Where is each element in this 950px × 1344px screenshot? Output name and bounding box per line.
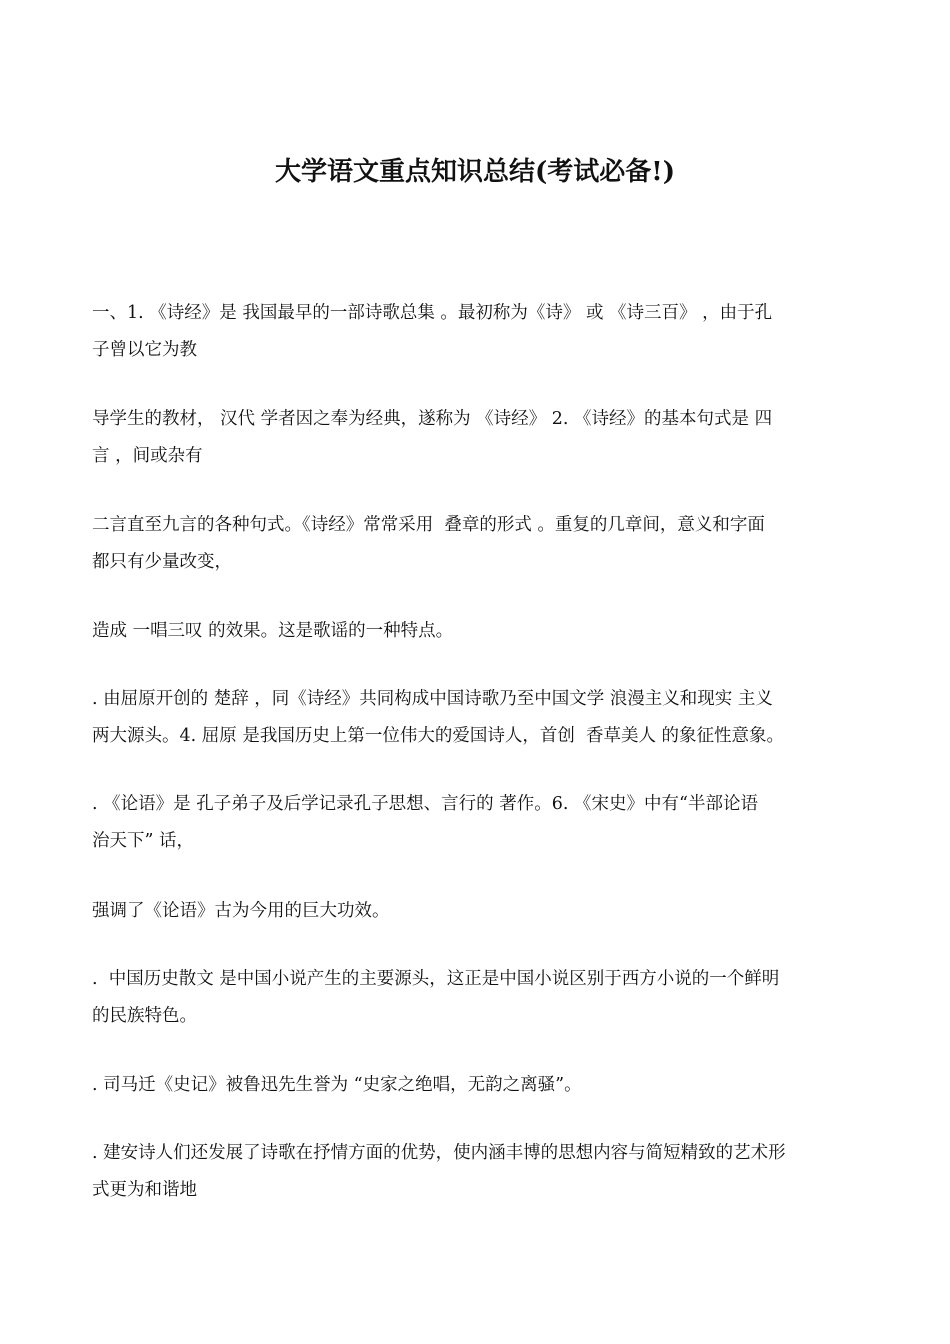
paragraph-line: . 《论语》是 孔子弟子及后学记录孔子思想、言行的 著作。6. 《宋史》中有“半部论语 <box>92 794 758 814</box>
paragraph-line: 一、1. 《诗经》是 我国最早的一部诗歌总集 。最初称为《诗》 或 《诗三百》 ，由于孔 <box>92 303 773 323</box>
paragraph-1 <box>92 295 862 369</box>
paragraph-line: . 司马迁《史记》被鲁迅先生誉为 “史家之绝唱，无韵之离骚”。 <box>92 1075 582 1095</box>
paragraph-3 <box>92 507 862 581</box>
paragraph-line: 治天下” 话， <box>92 831 195 851</box>
paragraph-line: 二言直至九言的各种句式。《诗经》常常采用 叠章的形式 。重复的几章间，意义和字面 <box>92 515 765 535</box>
paragraph-line: 的民族特色。 <box>92 1006 197 1026</box>
paragraph-line: 子曾以它为教 <box>92 340 197 360</box>
paragraph-5 <box>92 681 862 755</box>
paragraph-6 <box>92 786 862 860</box>
paragraph-line: 导学生的教材， 汉代 学者因之奉为经典，遂称为 《诗经》 2. 《诗经》的基本句式是 四 <box>92 409 773 429</box>
paragraph-line: 两大源头。4. 屈原 是我国历史上第一位伟大的爱国诗人，首创 香草美人 的象征性意象。 <box>92 726 785 746</box>
document-title: 大学语文重点知识总结(考试必备!) <box>274 157 676 187</box>
paragraph-line: . 由屈原开创的 楚辞 ，同《诗经》共同构成中国诗歌乃至中国文学 浪漫主义和现实 主义 <box>92 689 773 709</box>
paragraph-8 <box>92 961 862 1035</box>
paragraph-line: 式更为和谐地 <box>92 1180 197 1200</box>
paragraph-line: 言 ，间或杂有 <box>92 446 203 466</box>
paragraph-4 <box>92 613 862 650</box>
paragraph-line: . 建安诗人们还发展了诗歌在抒情方面的优势，使内涵丰博的思想内容与简短精致的艺术形 <box>92 1143 786 1163</box>
paragraph-line: 强调了《论语》古为今用的巨大功效。 <box>92 901 390 921</box>
paragraph-line: . 中国历史散文 是中国小说产生的主要源头，这正是中国小说区别于西方小说的一个鲜明 <box>92 969 780 989</box>
paragraph-7 <box>92 893 862 930</box>
paragraph-2 <box>92 401 862 475</box>
paragraph-line: 都只有少量改变， <box>92 552 232 572</box>
paragraph-9 <box>92 1067 862 1104</box>
paragraph-10 <box>92 1135 862 1209</box>
paragraph-line: 造成 一唱三叹 的效果。这是歌谣的一种特点。 <box>92 621 454 641</box>
